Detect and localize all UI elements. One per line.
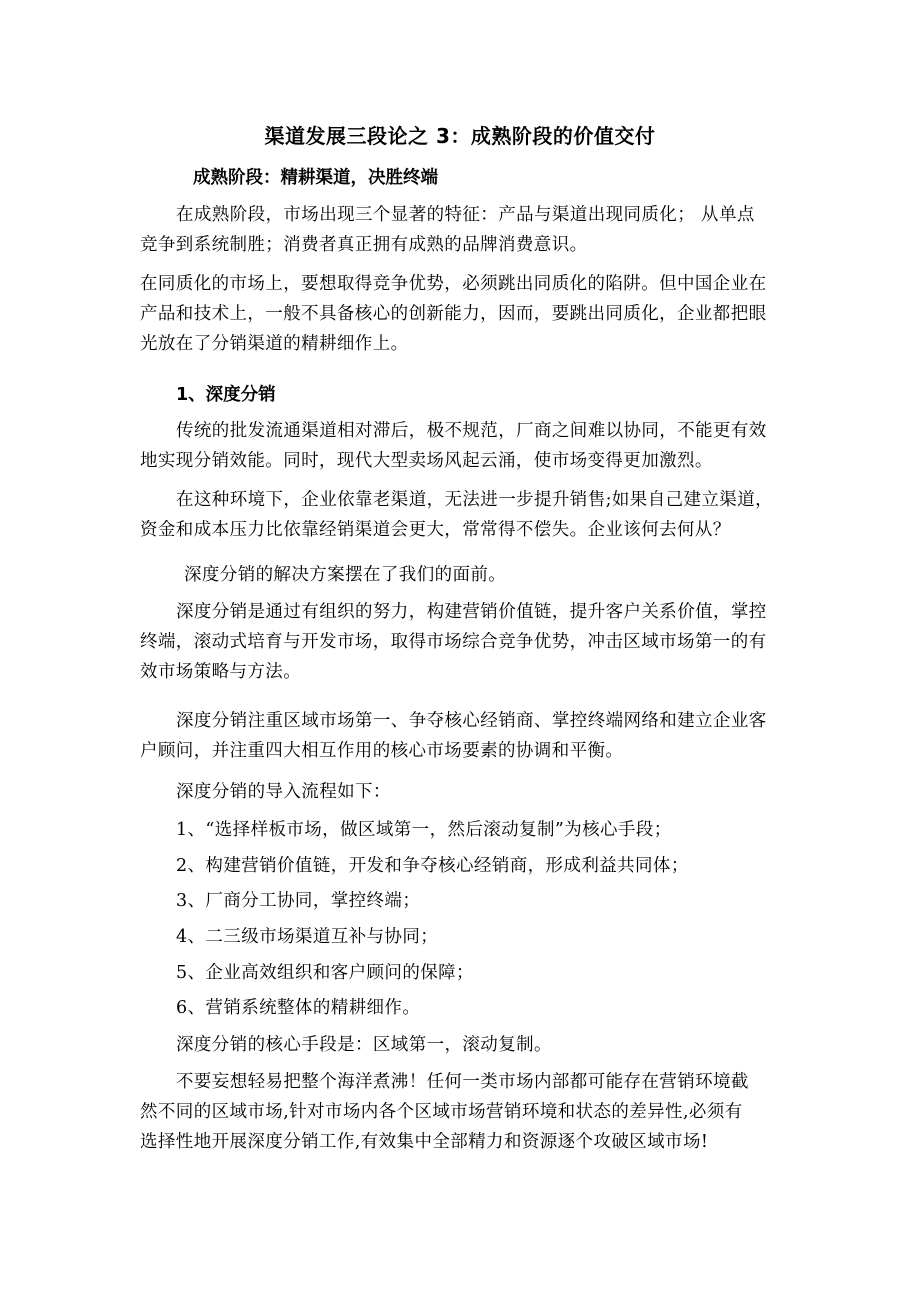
text-line: 地实现分销效能。同时，现代大型卖场风起云涌，使市场变得更加激烈。 [140, 451, 713, 471]
text-line: 深度分销的解决方案摆在了我们的面前。 [184, 565, 507, 585]
paragraph-focus [140, 706, 785, 766]
text-line: 效市场策略与方法。 [140, 662, 302, 682]
process-step [140, 922, 785, 952]
text-line: 深度分销的核心手段是：区域第一，滚动复制。 [176, 1035, 552, 1055]
text-line: 选择性地开展深度分销工作,有效集中全部精力和资源逐个攻破区域市场! [140, 1132, 709, 1152]
text-line: 竞争到系统制胜；消费者真正拥有成熟的品牌消费意识。 [140, 235, 588, 255]
text-line: 光放在了分销渠道的精耕细作上。 [140, 334, 409, 354]
document-title: 渠道发展三段论之 3：成熟阶段的价值交付 [264, 124, 656, 148]
process-step [140, 993, 785, 1023]
text-line: 1、“选择样板市场，做区域第一，然后滚动复制”为核心手段； [176, 820, 672, 840]
text-line: 在同质化的市场上，要想取得竞争优势，必须跳出同质化的陷阱。但中国企业在 [140, 274, 767, 294]
text-line: 不要妄想轻易把整个海洋煮沸！任何一类市场内部都可能存在营销环境截 [176, 1072, 749, 1092]
process-step [140, 958, 785, 988]
text-line: 6、营销系统整体的精耕细作。 [176, 998, 421, 1018]
process-step [140, 815, 785, 845]
section-heading-deep-distribution: 1、深度分销 [176, 385, 276, 405]
document-subtitle: 成熟阶段：精耕渠道，决胜终端 [193, 168, 438, 188]
text-line: 2、构建营销价值链，开发和争夺核心经销商，形成利益共同体； [176, 856, 689, 876]
text-line: 终端，滚动式培育与开发市场，取得市场综合竞争优势，冲击区域市场第一的有 [140, 632, 767, 652]
paragraph-process-intro [140, 777, 785, 807]
text-line: 3、厂商分工协同，掌控终端； [176, 891, 421, 911]
paragraph-conclusion [140, 1067, 785, 1157]
process-step [140, 886, 785, 916]
text-line: 深度分销是通过有组织的努力，构建营销价值链，提升客户关系价值，掌控 [176, 602, 767, 622]
text-line: 户顾问，并注重四大相互作用的核心市场要素的协调和平衡。 [140, 741, 624, 761]
paragraph-environment [140, 485, 785, 545]
paragraph-stage-features [140, 200, 785, 260]
paragraph-definition [140, 597, 785, 687]
paragraph-traditional-channels [140, 416, 785, 476]
text-line: 在成熟阶段，市场出现三个显著的特征：产品与渠道出现同质化； 从单点 [176, 205, 755, 225]
text-line: 传统的批发流通渠道相对滞后，极不规范，厂商之间难以协同，不能更有效 [176, 421, 767, 441]
paragraph-homogenization [140, 269, 785, 359]
text-line: 深度分销的导入流程如下： [176, 782, 391, 802]
text-line: 产品和技术上，一般不具备核心的创新能力，因而，要跳出同质化，企业都把眼 [140, 304, 767, 324]
text-line: 然不同的区域市场,针对市场内各个区域市场营销环境和状态的差异性,必须有 [140, 1102, 743, 1122]
text-line: 深度分销注重区域市场第一、争夺核心经销商、掌控终端网络和建立企业客 [176, 711, 767, 731]
paragraph-core-means [140, 1030, 785, 1060]
text-line: 资金和成本压力比依靠经销渠道会更大，常常得不偿失。企业该何去何从？ [140, 520, 731, 540]
text-line: 在这种环境下，企业依靠老渠道，无法进一步提升销售;如果自己建立渠道， [176, 490, 773, 510]
text-line: 5、企业高效组织和客户顾问的保障； [176, 963, 474, 983]
process-step [140, 851, 785, 881]
paragraph-solution [140, 560, 785, 590]
text-line: 4、二三级市场渠道互补与协同； [176, 927, 439, 947]
